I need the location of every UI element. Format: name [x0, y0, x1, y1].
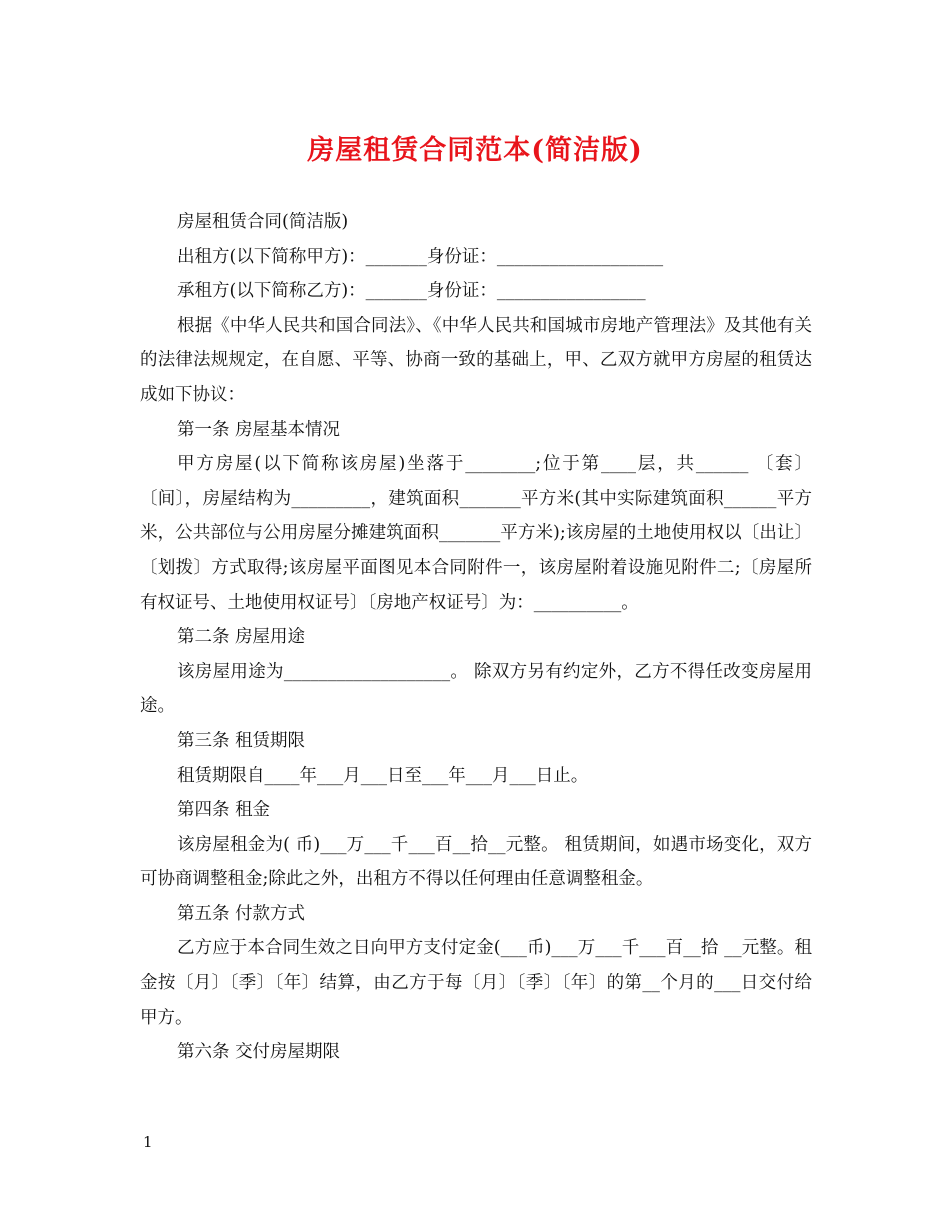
contract-subtitle: 房屋租赁合同(简洁版) [177, 212, 349, 232]
lessor-line: 出租方(以下简称甲方)：_______身份证：___________________ [177, 246, 664, 267]
article-1-paragraph: 甲方房屋(以下简称该房屋)坐落于________;位于第____层，共______ 〔套〕〔间〕，房屋结构为_________，建筑面积_______平方米(其中实际建筑面积______平方米，公共部位与公用房屋分摊建筑面积_______平方米);该房屋的土地使用权以〔出让〕〔划拨〕方式取得;该房屋平面图见本合同附件一，该房屋附着设施见附件二;〔房屋所有权证号、土地使用权证号〕〔房地产权证号〕为：__________。 [140, 454, 812, 613]
article-5-paragraph: 乙方应于本合同生效之日向甲方支付定金(___币)___万___千___百__拾 __元整。租金按〔月〕〔季〕〔年〕结算，由乙方于每〔月〕〔季〕〔年〕的第__个月的___日交付给甲方。 [140, 938, 812, 1028]
document-title: 房屋租赁合同范本(简洁版) [307, 135, 643, 166]
page-number: 1 [143, 1133, 153, 1151]
article-1-heading: 第一条 房屋基本情况 [177, 419, 341, 440]
article-2-paragraph: 该房屋用途为___________________。 除双方另有约定外，乙方不得任改变房屋用途。 [140, 661, 812, 717]
article-3-paragraph: 租赁期限自____年___月___日至___年___月___日止。 [177, 765, 589, 786]
article-5-heading: 第五条 付款方式 [177, 903, 306, 924]
document-body [140, 205, 812, 1070]
article-4-heading: 第四条 租金 [177, 800, 271, 821]
lessee-line: 承租方(以下简称乙方)：_______身份证：_________________ [177, 281, 646, 302]
article-6-heading: 第六条 交付房屋期限 [177, 1042, 341, 1063]
article-3-heading: 第三条 租赁期限 [177, 730, 306, 751]
preamble-paragraph: 根据《中华人民共和国合同法》、《中华人民共和国城市房地产管理法》及其他有关的法律法规规定，在自愿、平等、协商一致的基础上，甲、乙双方就甲方房屋的租赁达成如下协议： [140, 315, 812, 405]
article-2-heading: 第二条 房屋用途 [177, 627, 306, 648]
article-4-paragraph: 该房屋租金为( 币)___万___千___百__拾__元整。 租赁期间，如遇市场变化，双方可协商调整租金;除此之外，出租方不得以任何理由任意调整租金。 [140, 834, 812, 890]
